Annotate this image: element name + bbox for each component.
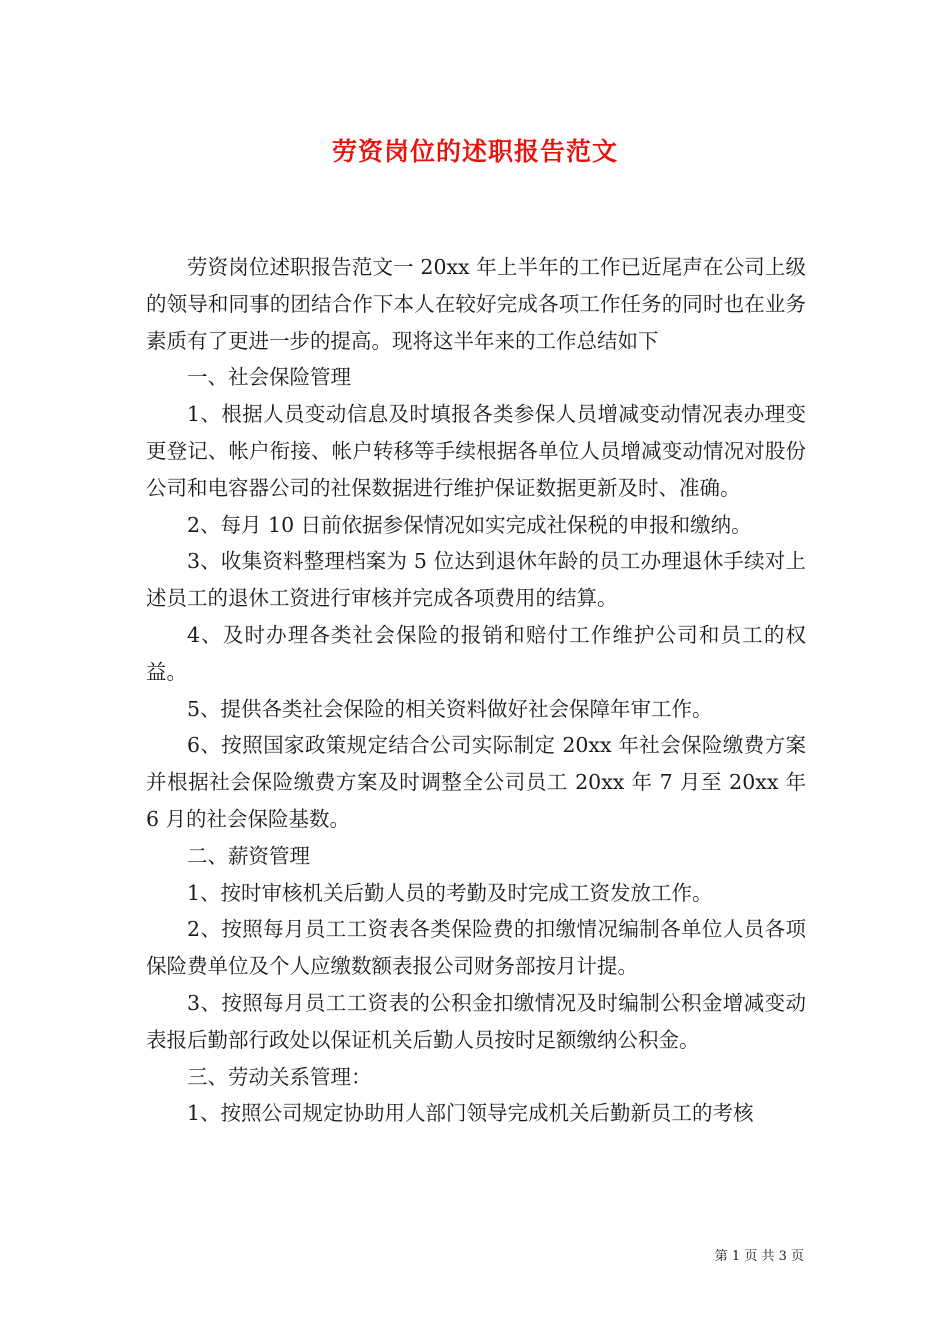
paragraph-item: 4、及时办理各类社会保险的报销和赔付工作维护公司和员工的权益。 <box>146 622 806 684</box>
paragraph-intro: 劳资岗位述职报告范文一 20xx 年上半年的工作已近尾声在公司上级的领导和同事的团结合作下本人在较好完成各项工作任务的同时也在业务素质有了更进一步的提高。现将这半年来的工作总结如下 <box>146 255 806 353</box>
document-body <box>146 249 806 1132</box>
paragraph-item: 5、提供各类社会保险的相关资料做好社会保障年审工作。 <box>187 696 713 721</box>
section-heading-labor-relations: 三、劳动关系管理： <box>187 1064 372 1089</box>
page-number-footer: 第 1 页 共 3 页 <box>714 1249 804 1264</box>
paragraph-item: 3、按照每月员工工资表的公积金扣缴情况及时编制公积金增减变动表报后勤部行政处以保证机关后勤人员按时足额缴纳公积金。 <box>146 990 806 1052</box>
paragraph-item: 2、每月 10 日前依据参保情况如实完成社保税的申报和缴纳。 <box>187 512 752 537</box>
paragraph-item: 3、收集资料整理档案为 5 位达到退休年龄的员工办理退休手续对上述员工的退休工资进行审核并完成各项费用的结算。 <box>146 549 806 611</box>
paragraph-item: 1、按时审核机关后勤人员的考勤及时完成工资发放工作。 <box>187 880 713 905</box>
paragraph-item: 1、根据人员变动信息及时填报各类参保人员增减变动情况表办理变更登记、帐户衔接、帐户转移等手续根据各单位人员增减变动情况对股份公司和电容器公司的社保数据进行维护保证数据更新及时、准确。 <box>146 402 806 500</box>
paragraph-item: 1、按照公司规定协助用人部门领导完成机关后勤新员工的考核 <box>187 1101 754 1126</box>
section-heading-social-insurance: 一、社会保险管理 <box>187 365 351 390</box>
document-title: 劳资岗位的述职报告范文 <box>331 137 618 166</box>
paragraph-item: 2、按照每月员工工资表各类保险费的扣缴情况编制各单位人员各项保险费单位及个人应缴数额表报公司财务部按月计提。 <box>146 917 806 979</box>
paragraph-item: 6、按照国家政策规定结合公司实际制定 20xx 年社会保险缴费方案并根据社会保险缴费方案及时调整全公司员工 20xx 年 7 月至 20xx 年 6 月的社会保险基数。 <box>146 733 806 831</box>
section-heading-salary: 二、薪资管理 <box>187 843 310 868</box>
